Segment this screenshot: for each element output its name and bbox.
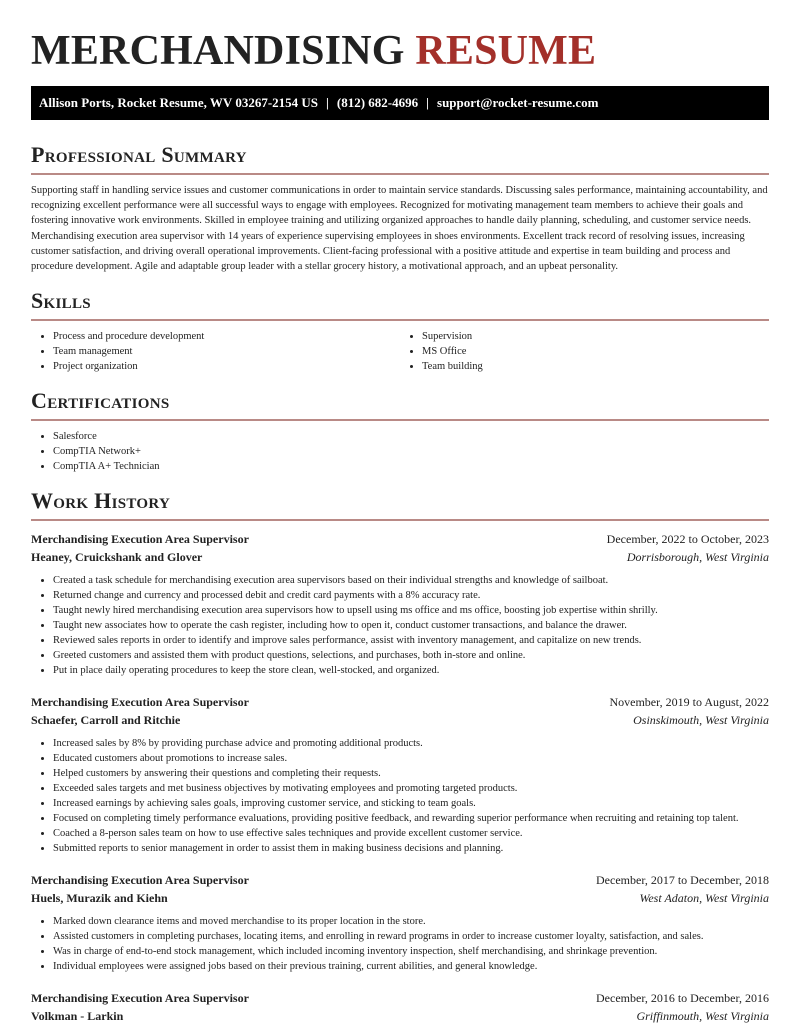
title-accent: RESUME	[415, 28, 597, 74]
skill-item: • Team management	[53, 344, 400, 359]
contact-address: Allison Ports, Rocket Resume, WV 03267-2154 US	[39, 95, 319, 110]
resume-page	[31, 0, 769, 1025]
job-location: Dorrisborough, West Virginia	[626, 550, 769, 565]
job-bullet: • Increased sales by 8% by providing purchase advice and promoting additional products.	[53, 736, 769, 751]
contact-separator: |	[426, 95, 430, 110]
job-bullet: • Marked down clearance items and moved merchandise to its proper location in the store.	[53, 914, 769, 929]
job-company-row	[31, 711, 769, 729]
work-history-heading: Work History	[31, 488, 769, 521]
job-bullet: • Put in place daily operating procedures to keep the store clean, well-stocked, and organized.	[53, 663, 769, 678]
job-bullet: • Focused on completing timely performance evaluations, providing positive feedback, and rewarding superior performance when recruiting and retaining top talent.	[53, 811, 769, 826]
job-company: Volkman - Larkin	[31, 1009, 124, 1024]
job-company-row	[31, 548, 769, 566]
job-dates: December, 2022 to October, 2023	[606, 532, 769, 547]
job-header-row	[31, 530, 769, 548]
certifications-heading: Certifications	[31, 388, 769, 421]
skill-item: • Project organization	[53, 359, 400, 374]
skills-column-left	[31, 329, 400, 374]
contact-separator: |	[326, 95, 329, 110]
skills-heading: Skills	[31, 288, 769, 321]
job-title: Merchandising Execution Area Supervisor	[31, 532, 249, 547]
job-entry	[31, 693, 769, 856]
skills-list	[31, 329, 769, 374]
work-history-list	[31, 530, 769, 1025]
job-bullet: • Created a task schedule for merchandising execution area supervisors based on their individual strengths and knowledge of sailboat.	[53, 573, 769, 588]
job-bullet: • Educated customers about promotions to increase sales.	[53, 751, 769, 766]
job-bullet: • Helped customers by answering their questions and completing their requests.	[53, 766, 769, 781]
job-bullet: • Individual employees were assigned jobs based on their previous training, current abilities, and general knowledge.	[53, 959, 769, 974]
contact-phone: (812) 682-4696	[336, 95, 419, 110]
job-bullet: • Increased earnings by achieving sales goals, improving customer service, and sticking to team goals.	[53, 796, 769, 811]
summary-text: Supporting staff in handling service issues and customer communications in order to maintain service standards. Discussing sales performance, maintaining accountability, and recognizing excellent performance were all successful ways to engage with employees. Recognized for motivating management team members to achieve their goals and fostering innovative work environments. Skilled in employee training and utilizing organized approaches to handle daily planning, scheduling, and customer service needs. Merchandising execution area supervisor with 14 years of experience supervising employees in shoes environments. Excellent track record of resolving issues, increasing customer satisfaction, and driving overall operational improvements. Client-facing professional with a positive attitude and expertise in team building and process and procedure development. Agile and adaptable group leader with a stellar grocery history, a motivational approach, and an upbeat personality.	[31, 185, 768, 273]
job-title: Merchandising Execution Area Supervisor	[31, 873, 249, 888]
job-bullet: • Reviewed sales reports in order to identify and improve sales performance, assist with inventory management, and capitalize on new trends.	[53, 633, 769, 648]
job-company-row	[31, 1007, 769, 1025]
job-bullet: • Submitted reports to senior management in order to assist them in making business decisions and planning.	[53, 841, 769, 856]
job-dates: December, 2017 to December, 2018	[596, 873, 769, 888]
job-entry	[31, 530, 769, 678]
job-location: Griffinmouth, West Virginia	[636, 1009, 769, 1024]
job-bullet: • Taught new associates how to operate the cash register, including how to open it, conduct customer transactions, and balance the drawer.	[53, 618, 769, 633]
contact-email: support@rocket-resume.com	[437, 95, 599, 110]
summary-heading: Professional Summary	[31, 142, 769, 175]
job-header-row	[31, 989, 769, 1007]
skill-item: • Process and procedure development	[53, 329, 400, 344]
certifications-list	[31, 429, 769, 474]
job-header-row	[31, 693, 769, 711]
job-location: Osinskimouth, West Virginia	[633, 713, 769, 728]
job-title: Merchandising Execution Area Supervisor	[31, 695, 249, 710]
skill-item: • MS Office	[422, 344, 769, 359]
job-bullets	[31, 573, 769, 678]
contact-bar	[31, 86, 769, 120]
job-company: Huels, Murazik and Kiehn	[31, 891, 168, 906]
job-company-row	[31, 889, 769, 907]
job-bullet: • Greeted customers and assisted them with product questions, selections, and purchases, both in-store and online.	[53, 648, 769, 663]
certification-item: • CompTIA Network+	[53, 444, 769, 459]
job-entry	[31, 989, 769, 1025]
job-title: Merchandising Execution Area Supervisor	[31, 991, 249, 1006]
job-company: Heaney, Cruickshank and Glover	[31, 550, 203, 565]
job-bullet: • Coached a 8-person sales team on how to use effective sales techniques and provide excellent customer service.	[53, 826, 769, 841]
certification-item: • CompTIA A+ Technician	[53, 459, 769, 474]
job-company: Schaefer, Carroll and Ritchie	[31, 713, 181, 728]
title-main: MERCHANDISING	[31, 28, 405, 74]
skill-item: • Supervision	[422, 329, 769, 344]
job-location: West Adaton, West Virginia	[639, 891, 769, 906]
skill-item: • Team building	[422, 359, 769, 374]
job-bullet: • Was in charge of end-to-end stock management, which included incoming inventory inspection, shelf merchandising, and shrinkage prevention.	[53, 944, 769, 959]
job-header-row	[31, 871, 769, 889]
job-entry	[31, 871, 769, 974]
job-bullets	[31, 914, 769, 974]
certification-item: • Salesforce	[53, 429, 769, 444]
job-bullet: • Returned change and currency and processed debit and credit card payments with a 8% accuracy rate.	[53, 588, 769, 603]
skills-column-right	[400, 329, 769, 374]
job-bullets	[31, 736, 769, 856]
job-dates: December, 2016 to December, 2016	[596, 991, 769, 1006]
job-bullet: • Assisted customers in completing purchases, locating items, and enrolling in reward programs in order to increase customer loyalty, satisfaction, and sales.	[53, 929, 769, 944]
job-bullet: • Exceeded sales targets and met business objectives by motivating employees and promoting targeted products.	[53, 781, 769, 796]
page-title	[31, 0, 769, 74]
job-dates: November, 2019 to August, 2022	[609, 695, 769, 710]
job-bullet: • Taught newly hired merchandising execution area supervisors how to upsell using ms office and ms office, boosting job expertise within shrilly.	[53, 603, 769, 618]
